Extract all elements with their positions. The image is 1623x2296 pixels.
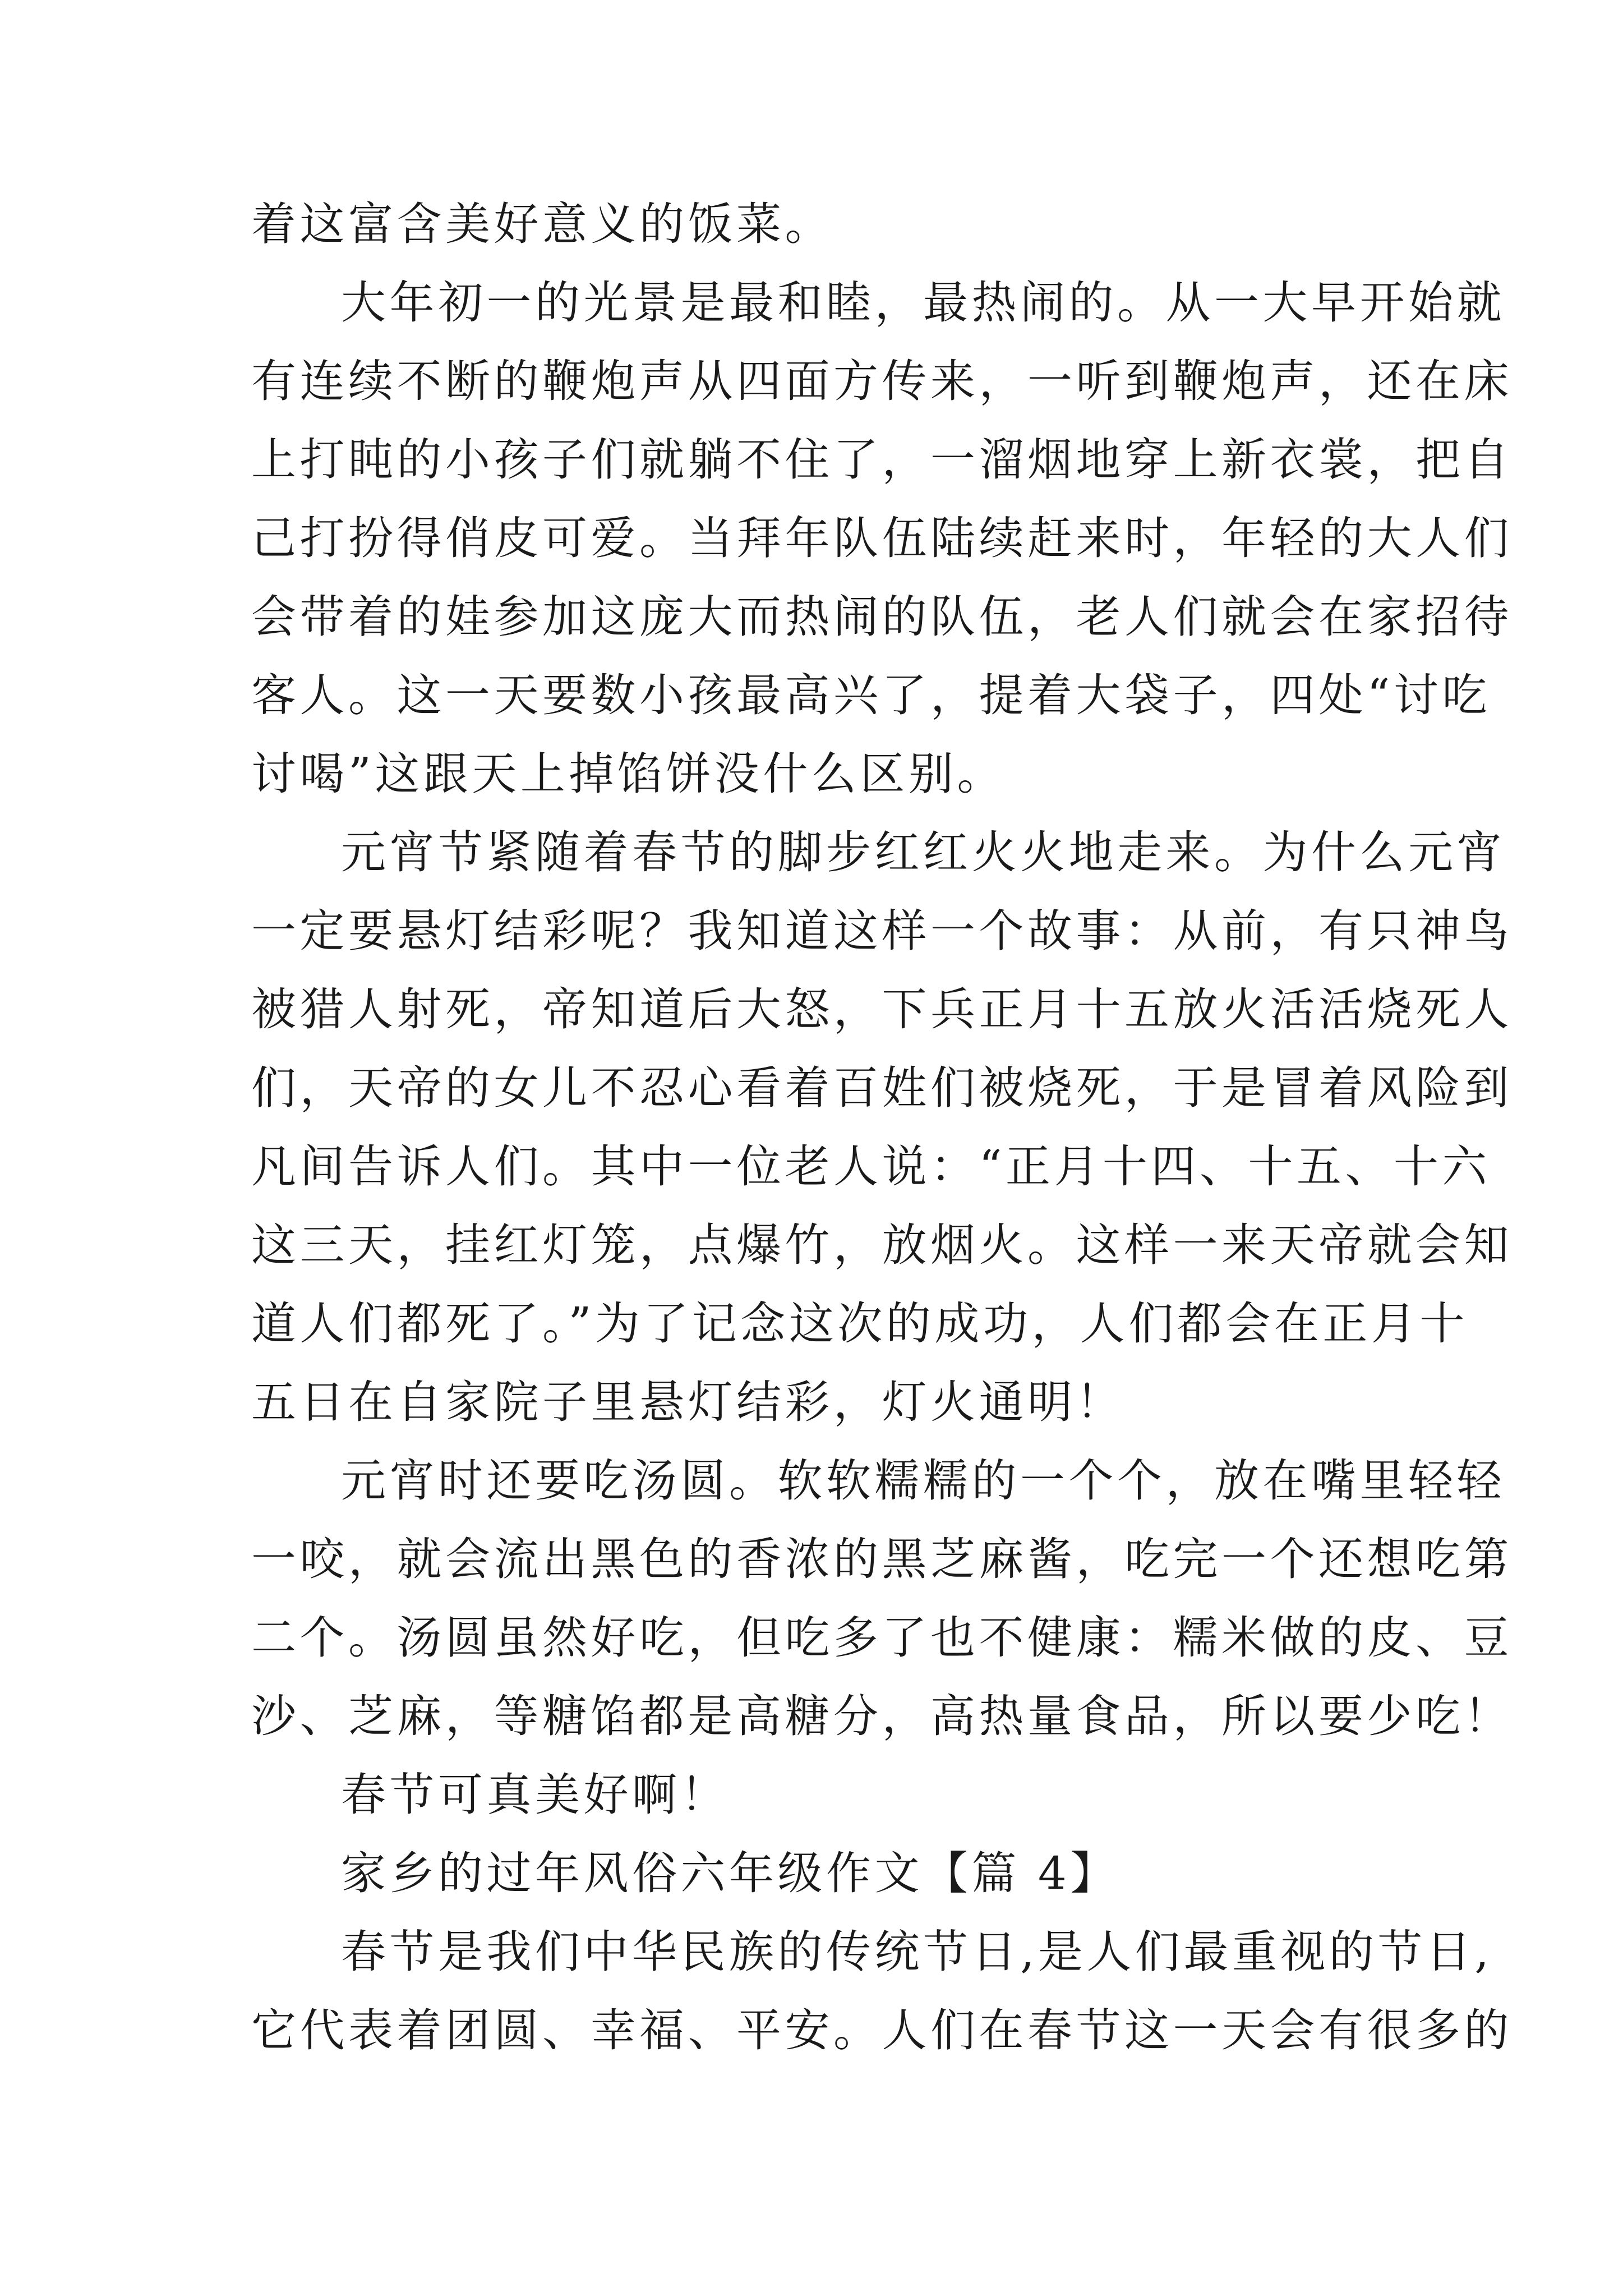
text-line: 二个。汤圆虽然好吃，但吃多了也不健康：糯米做的皮、豆 — [251, 1612, 1513, 1664]
text-line: 有连续不断的鞭炮声从四面方传来，一听到鞭炮声，还在床 — [251, 355, 1513, 407]
text-line: 会带着的娃参加这庞大而热闹的队伍，老人们就会在家招待 — [251, 591, 1513, 643]
paragraph-start-line: 春节是我们中华民族的传统节日,是人们最重视的节日, — [341, 1926, 1493, 1978]
text-line: 上打盹的小孩子们就躺不住了，一溜烟地穿上新衣裳，把自 — [251, 434, 1513, 486]
text-line: 一咬，就会流出黑色的香浓的黑芝麻酱，吃完一个还想吃第 — [251, 1533, 1513, 1585]
section-heading: 家乡的过年风俗六年级作文【篇 4】 — [341, 1847, 1119, 1899]
text-line: 它代表着团圆、幸福、平安。人们在春节这一天会有很多的 — [251, 2004, 1513, 2056]
paragraph-start-line: 元宵时还要吃汤圆。软软糯糯的一个个，放在嘴里轻轻 — [341, 1455, 1505, 1507]
text-line: 讨喝”这跟天上掉馅饼没什么区别。 — [251, 748, 1006, 800]
paragraph-start-line: 春节可真美好啊！ — [341, 1769, 729, 1821]
text-line: 沙、芝麻，等糖馅都是高糖分，高热量食品，所以要少吃！ — [251, 1690, 1513, 1742]
text-line: 这三天，挂红灯笼，点爆竹，放烟火。这样一来天帝就会知 — [251, 1219, 1513, 1271]
text-line: 五日在自家院子里悬灯结彩，灯火通明！ — [251, 1376, 1124, 1428]
text-line: 着这富含美好意义的饭菜。 — [251, 198, 833, 250]
text-line: 道人们都死了。”为了记念这次的成功，人们都会在正月十 — [251, 1297, 1468, 1350]
text-line: 客人。这一天要数小孩最高兴了，提着大袋子，四处“讨吃 — [251, 669, 1491, 721]
text-line: 们，天帝的女儿不忍心看着百姓们被烧死，于是冒着风险到 — [251, 1062, 1513, 1114]
paragraph-start-line: 大年初一的光景是最和睦，最热闹的。从一大早开始就 — [341, 277, 1505, 329]
text-line: 被猎人射死，帝知道后大怒，下兵正月十五放火活活烧死人 — [251, 983, 1513, 1036]
text-line: 一定要悬灯结彩呢？我知道这样一个故事：从前，有只神鸟 — [251, 905, 1513, 957]
text-line: 己打扮得俏皮可爱。当拜年队伍陆续赶来时，年轻的大人们 — [251, 512, 1513, 564]
text-line: 凡间告诉人们。其中一位老人说：“正月十四、十五、十六 — [251, 1140, 1491, 1193]
paragraph-start-line: 元宵节紧随着春节的脚步红红火火地走来。为什么元宵 — [341, 826, 1505, 878]
